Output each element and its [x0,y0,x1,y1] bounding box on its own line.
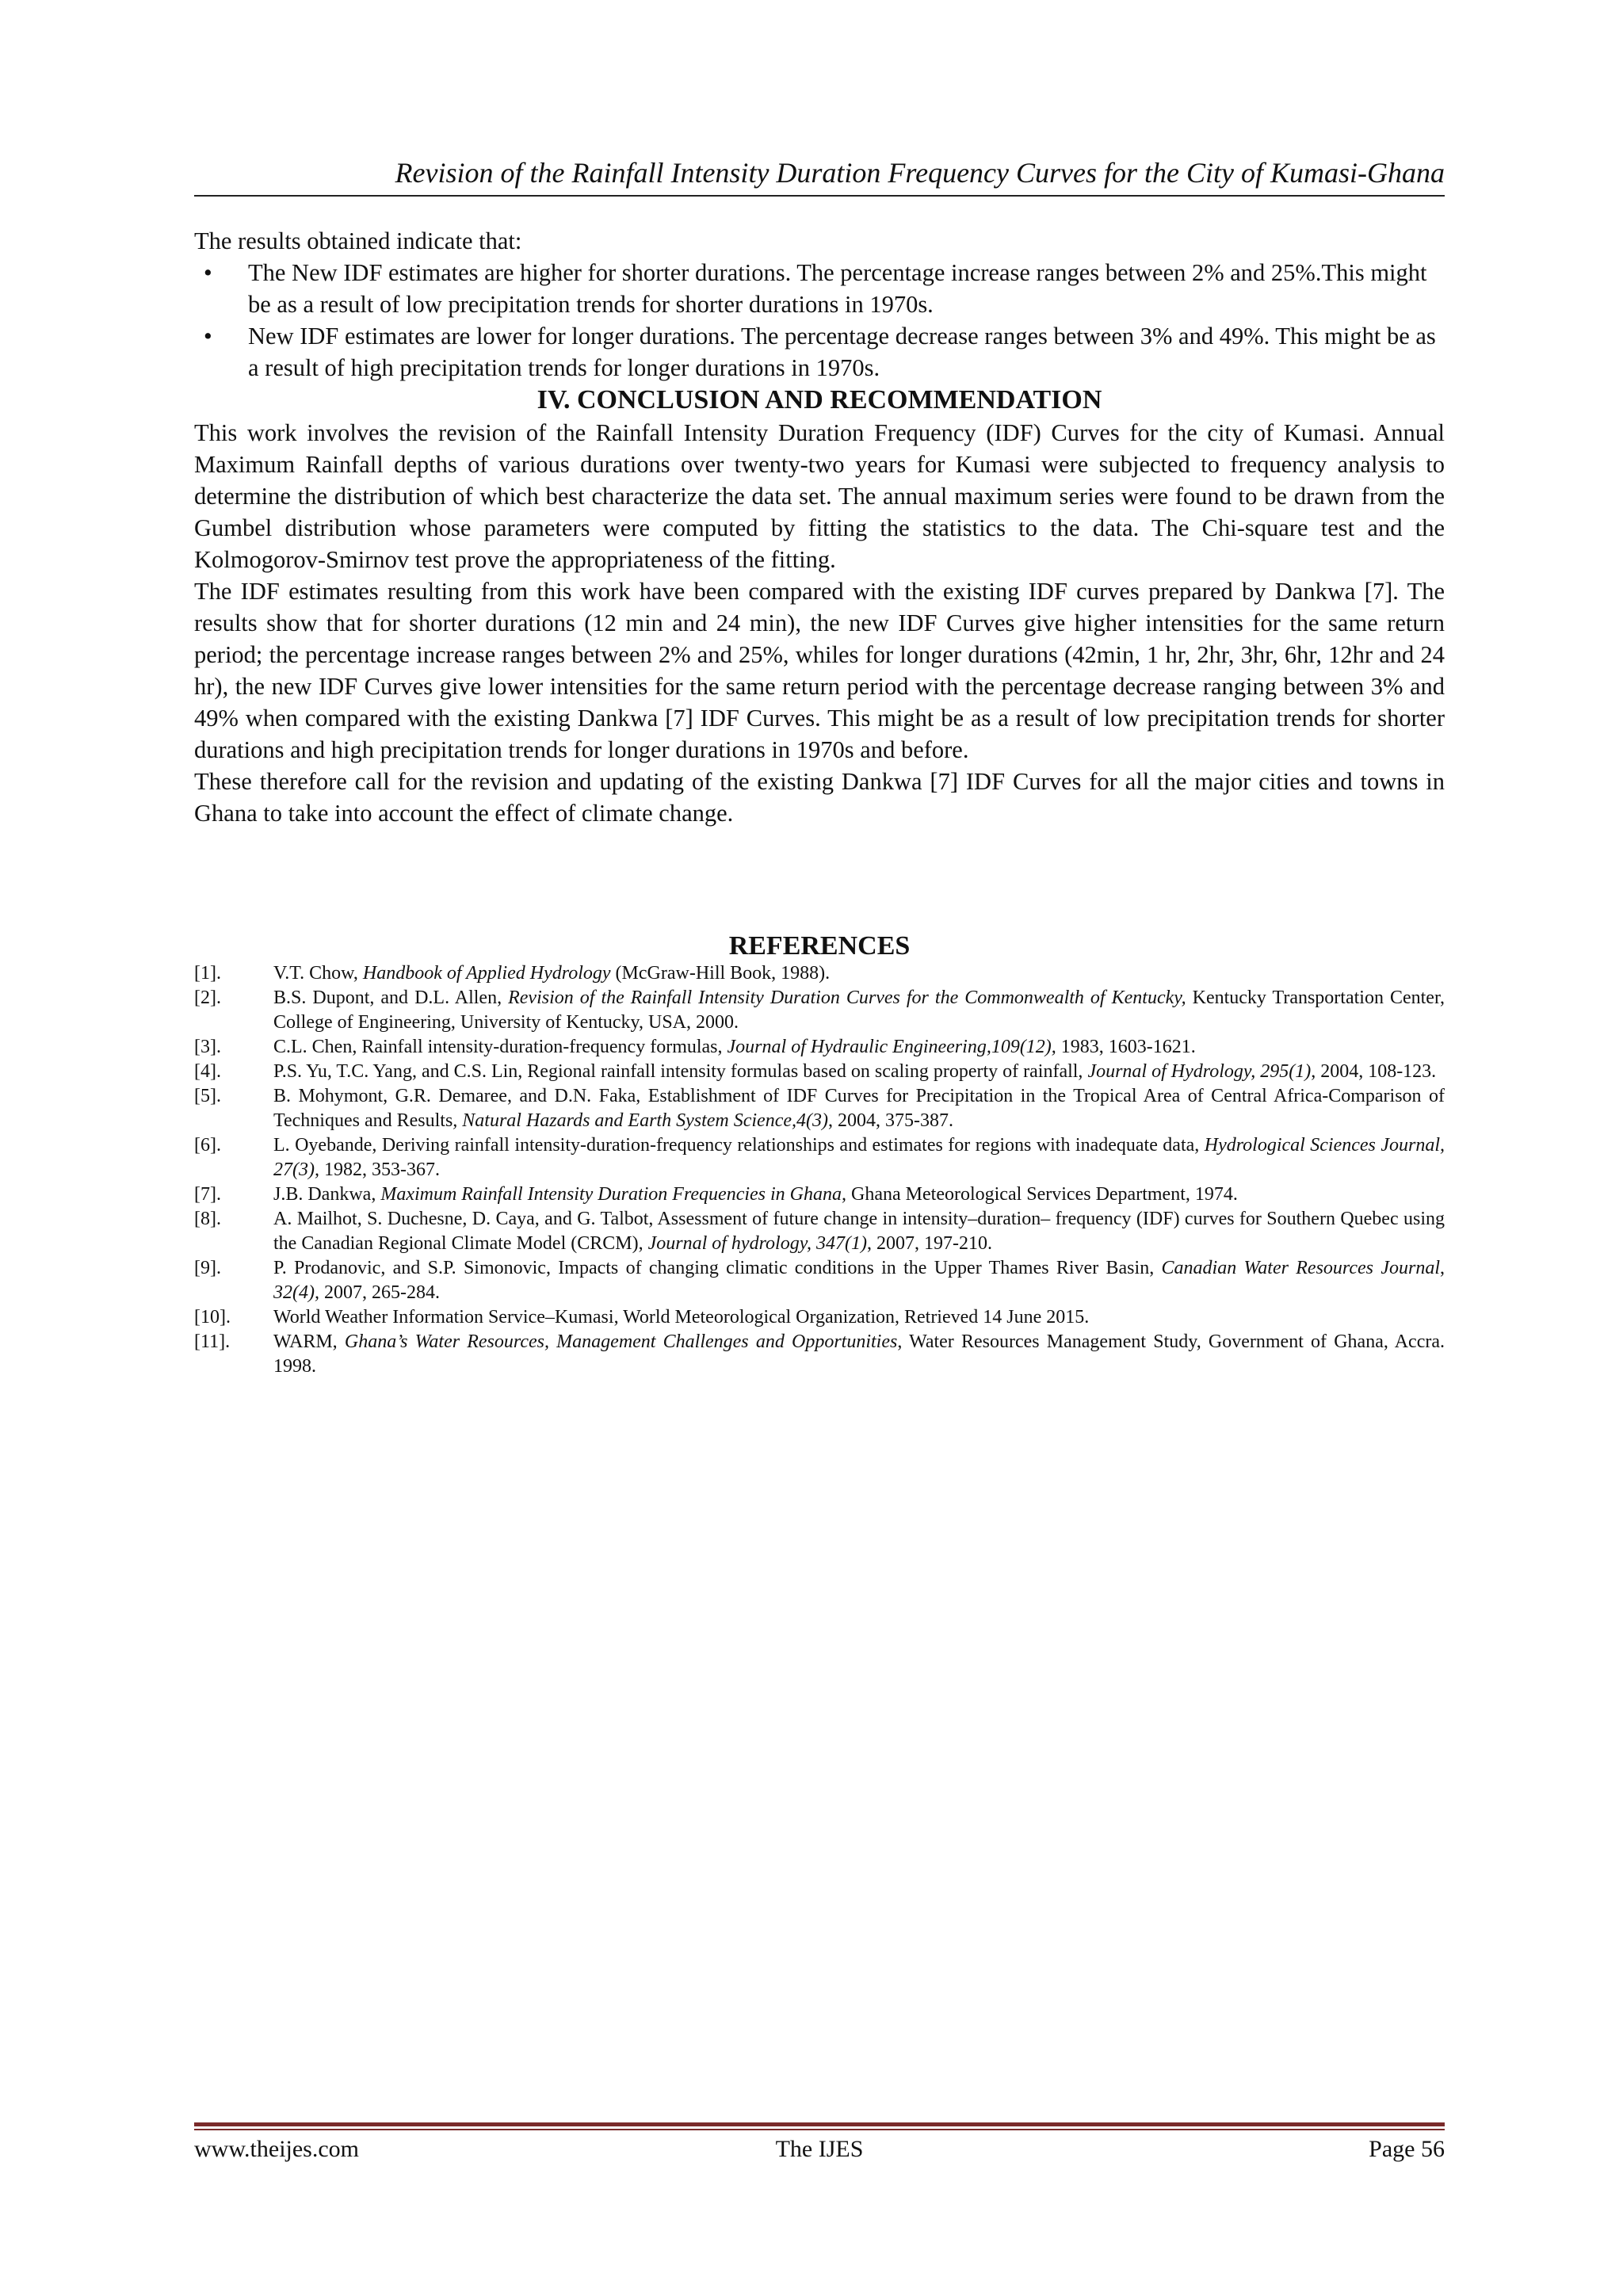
reference-item [194,1330,1445,1379]
reference-number: [6]. [194,1135,221,1156]
reference-item [194,1207,1445,1256]
reference-text: J.B. Dankwa, [273,1184,381,1205]
reference-italic-text: , Natural Hazards and Earth System Science,4(3) [453,1110,828,1131]
page-footer [194,2132,1445,2167]
reference-text: , 2007, 197-210. [867,1233,993,1254]
reference-item [194,1060,1445,1084]
reference-italic-text: Maximum Rainfall Intensity Duration Frequencies in Ghana, [380,1184,847,1205]
reference-item [194,1084,1445,1133]
reference-number: [10]. [194,1307,231,1328]
reference-item [194,1305,1445,1330]
reference-item [194,1182,1445,1207]
reference-item [194,986,1445,1035]
footer-page-number: Page 56 [1369,2136,1445,2162]
reference-item [194,1256,1445,1305]
results-intro: The results obtained indicate that: [194,227,522,254]
reference-italic-text: Journal of Hydraulic Engineering,109(12), [727,1037,1056,1057]
bullet-icon: • [204,323,212,350]
reference-text: V.T. Chow, [273,963,363,984]
reference-item [194,1133,1445,1182]
reference-text: Ghana Meteorological Services Department, 1974. [846,1184,1238,1205]
reference-item [194,961,1445,986]
reference-number: [8]. [194,1209,221,1229]
reference-text: WARM, [273,1331,345,1352]
reference-text: , 2004, 108-123. [1311,1061,1437,1082]
results-bullet [194,257,1445,320]
footer-rule [194,2122,1445,2126]
reference-number: [3]. [194,1037,221,1057]
bullet-text: New IDF estimates are lower for longer durations. The percentage decrease ranges between 3% and 49%. This might be as a result of high precipitation trends for longer durations in 1970s. [248,323,1436,381]
reference-italic-text: Canadian Water Resources Journal [1161,1258,1441,1278]
conclusion-paragraph: The IDF estimates resulting from this work have been compared with the existing IDF curves prepared by Dankwa [7]. The results show that for shorter durations (12 min and 24 min), the new IDF Curves give higher intensities for the same return period; the percentage increase ranges between 2% and 25%, whiles for longer durations (42min, 1 hr, 2hr, 3hr, 6hr, 12hr and 24 hr), the new IDF Curves give lower intensities for the same return period with the percentage decrease ranging between 3% and 49% when compared with the existing Dankwa [7] IDF Curves. This might be as a result of low precipitation trends for shorter durations and high precipitation trends for longer durations in 1970s and before. [194,578,1445,763]
reference-text: , 2004, 375-387. [828,1110,953,1131]
reference-italic-text: Journal of Hydrology, 295(1) [1087,1061,1312,1082]
results-bullet [194,320,1445,384]
reference-text: Kentucky Transportation Center, College of Engineering, University of Kentucky, USA, 2000. [273,988,1445,1033]
reference-text: 2007, 265-284. [319,1282,440,1303]
conclusion-paragraph: This work involves the revision of the Rainfall Intensity Duration Frequency (IDF) Curves for the city of Kumasi. Annual Maximum Rainfall depths of various durations over twenty-two years for Kumasi were subjected to frequency analysis to determine the distribution of which best characterize the data set. The annual maximum series were found to be drawn from the Gumbel distribution whose parameters were computed by fitting the statistics to the data. The Chi-square test and the Kolmogorov-Smirnov test prove the appropriateness of the fitting. [194,419,1445,573]
reference-italic-text: Hydrological Sciences Journal, 27(3), [273,1135,1445,1180]
reference-text: (McGraw-Hill Book, 1988). [610,963,831,984]
reference-number: [2]. [194,988,221,1008]
reference-text: B. Mohymont, G.R. Demaree, and D.N. Faka, Establishment of IDF Curves for Precipitation in the Tropical Area of Central Africa-Comparison of Techniques and Results [273,1086,1445,1131]
header-rule [194,195,1445,197]
reference-number: [11]. [194,1331,231,1352]
body-text [194,225,1445,829]
reference-italic-text: Journal of hydrology, 347(1) [647,1233,868,1254]
reference-italic-text: Handbook of Applied Hydrology [362,963,611,984]
reference-item [194,1035,1445,1060]
conclusion-paragraph: These therefore call for the revision and updating of the existing Dankwa [7] IDF Curves for all the major cities and towns in Ghana to take into account the effect of climate change. [194,768,1445,827]
footer-website-link[interactable]: www.theijes.com [194,2136,360,2162]
reference-italic-text: Revision of the Rainfall Intensity Duration Curves for the Commonwealth of Kentucky, [508,988,1186,1008]
reference-italic-text: 32(4), [273,1282,319,1303]
reference-text: C.L. Chen, Rainfall intensity-duration-frequency formulas, [273,1037,727,1057]
footer-journal: The IJES [775,2136,864,2162]
reference-number: [7]. [194,1184,221,1205]
section-heading-conclusion: IV. CONCLUSION AND RECOMMENDATION [537,385,1102,415]
reference-text: 1982, 353-367. [319,1159,440,1180]
bullet-text: The New IDF estimates are higher for shorter durations. The percentage increase ranges between 2% and 25%.This might be as a result of low precipitation trends for shorter durations in 1970s. [248,259,1427,318]
reference-text: B.S. Dupont, and D.L. Allen, [273,988,509,1008]
reference-number: [1]. [194,963,221,984]
reference-number: [4]. [194,1061,221,1082]
results-bullet-list [194,257,1445,384]
reference-text: A. Mailhot, S. Duchesne, D. Caya, and G. Talbot, Assessment of future change in intensity–duration– frequency (IDF) curves for Southern Quebec using the Canadian Regional Climate Model (CRCM), [273,1209,1445,1254]
reference-text: P. Prodanovic, and S.P. Simonovic, Impacts of changing climatic conditions in the Upper Thames River Basin, [273,1258,1162,1278]
reference-text: , [1440,1258,1445,1278]
reference-text: , Water Resources Management Study, Government of Ghana, Accra. 1998. [273,1331,1445,1377]
reference-list [194,961,1445,1379]
bullet-icon: • [204,259,212,286]
reference-text: P.S. Yu, T.C. Yang, and C.S. Lin, Regional rainfall intensity formulas based on scaling property of rainfall, [273,1061,1088,1082]
reference-italic-text: Ghana’s Water Resources, Management Challenges and Opportunities [344,1331,898,1352]
running-title: Revision of the Rainfall Intensity Duration Frequency Curves for the City of Kumasi-Ghana [395,157,1445,189]
references-heading: REFERENCES [728,931,911,961]
reference-text: 1983, 1603-1621. [1056,1037,1196,1057]
reference-number: [5]. [194,1086,221,1106]
reference-text: L. Oyebande, Deriving rainfall intensity-duration-frequency relationships and estimates for regions with inadequate data, [273,1135,1205,1156]
reference-text: World Weather Information Service–Kumasi, World Meteorological Organization, Retrieved 14 June 2015. [273,1307,1090,1328]
reference-number: [9]. [194,1258,221,1278]
footer-rule [194,2129,1445,2130]
